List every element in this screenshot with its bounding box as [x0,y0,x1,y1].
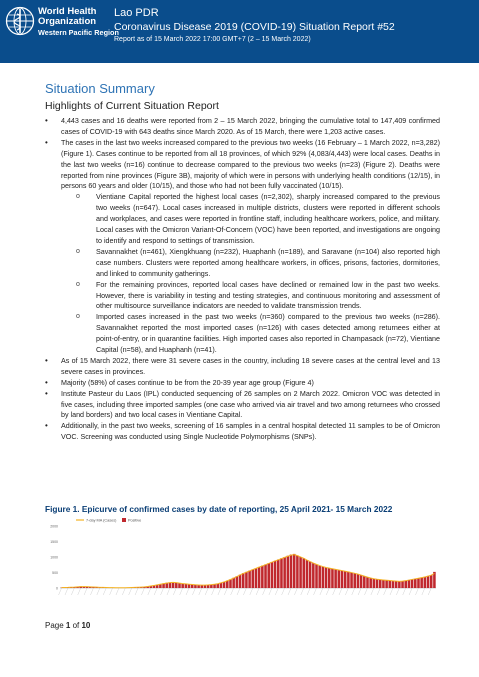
x-tick-mark [116,588,119,595]
bar-positive [194,585,197,588]
bar-positive [277,559,280,588]
bullet-item: • Institute Pasteur du Laos (IPL) conducted sequencing of 26 samples on 2 March 2022. Omicron VOC was detected in five cases, including three imported samples (one case who arrived via air travel and two among returnees who crossed by land borders) and two local cases in Vientiane Capital. [45,389,440,422]
x-tick-mark [135,588,138,595]
bullet-item [45,138,440,356]
who-emblem-icon [5,6,35,36]
x-tick-mark [218,588,221,595]
page-prefix: Page [45,621,66,630]
bullet-item: • Additionally, in the past two weeks, screening of 16 samples in a central hospital detected 11 samples to be of Omicron VOC. Screening was conducted using Single Nucleotide Polymorphisms (SNPs). [45,421,440,443]
who-wordmark [38,7,119,37]
bar-positive [357,574,360,588]
x-tick-mark [269,588,272,595]
x-tick-mark [180,588,183,595]
x-tick-mark [59,588,62,595]
bar-positive [382,580,385,588]
x-tick-mark [237,588,240,595]
bar-positive [232,578,235,588]
bar-positive [306,560,309,588]
x-tick-mark [358,588,361,595]
epicurve-svg [46,514,441,606]
page-footer [45,621,90,630]
x-tick-mark [148,588,151,595]
x-tick-mark [326,588,329,595]
x-tick-mark [224,588,227,595]
bar-positive [427,576,430,588]
bar-positive [255,568,258,588]
x-tick-mark [320,588,323,595]
y-tick-label: 2000 [50,524,58,529]
x-tick-mark [377,588,380,595]
x-tick-mark [339,588,342,595]
x-tick-mark [352,588,355,595]
bar-positive [229,579,232,588]
bar-positive [293,554,296,588]
bar-positive [287,556,290,588]
bar-positive [414,579,417,588]
bar-positive [341,571,344,588]
bar-positive [258,567,261,588]
bar-positive [389,581,392,588]
legend-label-ma: 7-day MA (Cases) [86,518,117,523]
x-tick-mark [345,588,348,595]
x-tick-mark [192,588,195,595]
sub-bullet-item: o Vientiane Capital reported the highest local cases (n=2,302), sharply increased compared to the previous two weeks (n=647). Local cases increased in multiple districts, clusters were reported in different schools and workplaces, and cases were reported in frontline staff, including healthcare workers, police, and military. Local cases with the Omicron Variant-Of-Concern (VOC) have been reported, and investigations are ongoing to identify and respond to settings of transmission. [75,192,440,247]
bar-positive [404,581,407,588]
x-tick-mark [314,588,317,595]
x-tick-mark [415,588,418,595]
report-header [0,0,479,63]
bar-positive [430,575,433,588]
bar-positive [417,578,420,588]
bar-positive [373,579,376,588]
bar-positive [353,573,356,588]
x-tick-mark [231,588,234,595]
figure-title: Figure 1. Epicurve of confirmed cases by date of reporting, 25 April 2021- 15 March 2022 [45,504,393,514]
bar-positive [347,572,350,588]
x-tick-mark [167,588,170,595]
epicurve-chart [46,514,441,606]
bar-positive [245,572,248,588]
x-tick-mark [364,588,367,595]
sub-bullet-item: o Savannakhet (n=461), Xiengkhuang (n=232), Huaphanh (n=189), and Saravane (n=104) also reported high case numbers. Clusters were reported among healthcare workers, in offices, prisons, factories, dormitories, and linked to community gatherings. [75,247,440,280]
org-region: Western Pacific Region [38,27,119,37]
x-tick-mark [199,588,202,595]
x-tick-mark [288,588,291,595]
bar-positive [223,582,226,588]
report-title: Coronavirus Disease 2019 (COVID-19) Situation Report #52 [114,21,395,33]
bar-positive [322,567,325,588]
x-tick-mark [65,588,68,595]
page-current: 1 [65,621,71,630]
bar-positive [395,581,398,588]
bar-positive [401,581,404,588]
bar-positive [331,569,334,588]
bar-positive [290,555,293,588]
bar-positive [350,573,353,589]
bar-positive [178,583,181,588]
x-tick-mark [301,588,304,595]
section-subtitle: Highlights of Current Situation Report [45,100,219,112]
x-tick-mark [307,588,310,595]
bar-positive [283,557,286,588]
x-tick-mark [173,588,176,595]
bullet-item: • 4,443 cases and 16 deaths were reported from 2 – 15 March 2022, bringing the cumulative total to 147,409 confirmed cases of COVID-19 with 643 deaths since March 2020. As of 15 March, there were 1,203 active cases. [45,116,440,138]
x-tick-mark [129,588,132,595]
bar-positive [271,562,274,588]
legend-bar-swatch [122,518,126,522]
legend-label-positive: Positive [128,518,142,523]
bar-positive [264,564,267,588]
x-tick-mark [396,588,399,595]
bar-positive [309,562,312,588]
x-tick-mark [154,588,157,595]
page-total: 10 [81,621,91,630]
bar-positive [274,561,277,588]
bar-positive [299,557,302,588]
x-tick-mark [141,588,144,595]
bar-positive [315,564,318,588]
x-tick-mark [90,588,93,595]
org-name-line1: World Health [38,6,97,17]
sub-bullet-list [75,192,440,356]
x-tick-mark [212,588,215,595]
x-tick-mark [97,588,100,595]
report-date: Report as of 15 March 2022 17:00 GMT+7 (2 – 15 March 2022) [114,36,311,43]
x-tick-mark [403,588,406,595]
report-heading [114,7,395,45]
line-7day-ma [62,555,435,588]
x-tick-mark [409,588,412,595]
x-tick-mark [250,588,253,595]
bar-positive [379,580,382,588]
bar-positive [385,580,388,588]
y-tick-label: 1000 [50,555,58,560]
section-title: Situation Summary [45,81,155,96]
bar-positive [296,555,299,588]
bar-positive [328,568,331,588]
bullet-text: The cases in the last two weeks increased compared to the previous two weeks (16 February – 1 March 2022, n=3,282) (Figure 1). Cases continue to be reported from all 18 provinces, of which 92% (4,083/4,443) were local cases. Deaths in the last two weeks (n=16) continue to decrease compared to the previous two weeks (n=23) (Figure 2). Deaths were reported from nine provinces (Figure 3B), majority of which were in persons with underlying health conditions (12/15), in persons 60 years and older (10/15), and those who had not been fully vaccinated (10/15). [61,138,440,191]
x-tick-mark [384,588,387,595]
bullet-item: • As of 15 March 2022, there were 31 severe cases in the country, including 18 severe cases at the central level and 13 severe cases in provinces. [45,356,440,378]
org-name-line2: Organization [38,15,97,27]
bar-positive [363,576,366,588]
sub-bullet-item: o For the remaining provinces, reported local cases have declined or remained low in the past two weeks. However, there is variability in testing and testing strategies, and continuous monitoring and assessment of other multisource surveillance indicators are needed to validate transmission trends. [75,280,440,313]
x-tick-mark [103,588,106,595]
bar-positive [312,563,315,588]
bar-positive [411,579,414,588]
bar-positive [360,575,363,588]
bar-positive [369,578,372,588]
x-tick-mark [205,588,208,595]
x-tick-mark [275,588,278,595]
bar-positive [318,566,321,588]
bar-positive [408,580,411,588]
bar-positive [398,581,401,588]
x-tick-mark [110,588,113,595]
x-tick-mark [256,588,259,595]
x-tick-mark [294,588,297,595]
bar-positive [201,585,204,588]
x-tick-mark [161,588,164,595]
bar-positive [338,570,341,588]
situation-summary-body [45,116,440,443]
bar-positive [280,558,283,588]
bar-positive [392,581,395,588]
bar-positive [325,568,328,588]
page-of: of [70,621,82,630]
x-tick-mark [390,588,393,595]
bar-positive [366,577,369,588]
x-tick-mark [282,588,285,595]
bar-positive [226,581,229,588]
highlights-list [45,116,440,443]
bar-positive [344,571,347,588]
x-tick-mark [71,588,74,595]
x-tick-mark [186,588,189,595]
bar-positive [334,569,337,588]
x-tick-mark [422,588,425,595]
x-tick-mark [428,588,431,595]
bar-positive [424,577,427,588]
bar-positive [267,563,270,588]
bar-positive [236,576,239,588]
y-tick-label: 0 [56,586,58,591]
bar-positive [172,582,175,588]
bar-positive [252,569,255,588]
x-tick-mark [78,588,81,595]
x-tick-mark [84,588,87,595]
bar-positive [302,558,305,588]
bar-positive [185,584,188,588]
y-tick-label: 500 [52,571,58,575]
y-tick-label: 1500 [50,540,58,544]
bar-positive [175,583,178,588]
x-tick-mark [263,588,266,595]
country-name: Lao PDR [114,7,159,19]
bullet-item: • Majority (58%) of cases continue to be from the 20-39 year age group (Figure 4) [45,378,440,389]
bar-positive [376,579,379,588]
bar-positive [248,571,251,588]
bar-positive [242,573,245,588]
bar-positive [239,575,242,588]
bar-positive [188,584,191,588]
x-tick-mark [333,588,336,595]
x-tick-mark [122,588,125,595]
bar-positive [420,577,423,588]
bar-positive [181,584,184,588]
x-tick-mark [243,588,246,595]
bar-positive [261,566,264,588]
sub-bullet-item: o Imported cases increased in the past two weeks (n=360) compared to the previous two weeks (n=286). Savannakhet reported the most imported cases (n=126) with cases detected among returnees either at point-of-entry, or in quarantine facilities. High imported cases also reported in Champasack (n=72), Vientiane Capital (n=58), and Huaphanh (n=41). [75,312,440,356]
x-tick-mark [371,588,374,595]
